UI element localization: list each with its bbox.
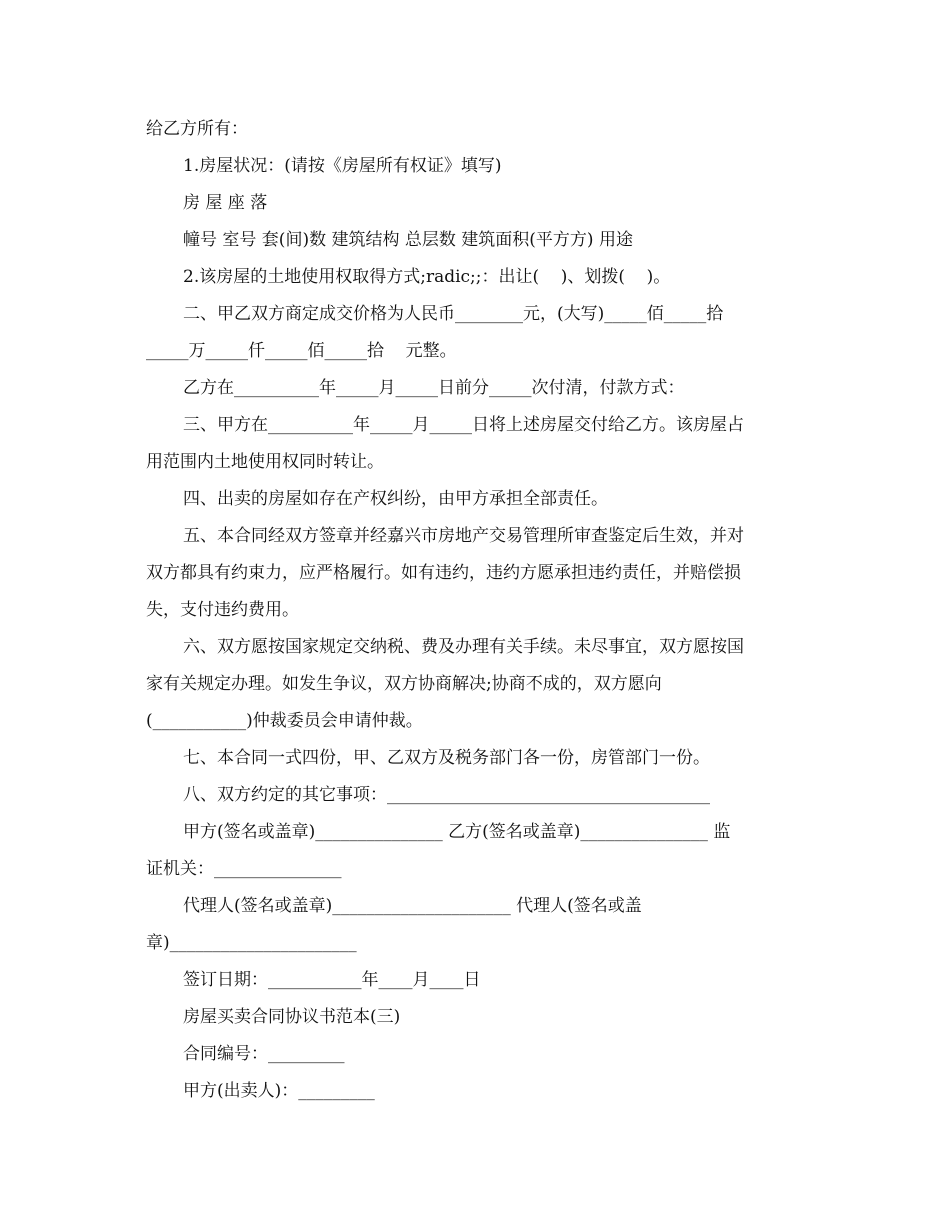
text-line: 甲方(出卖人)：_________ <box>183 1081 375 1101</box>
text-line: 六、双方愿按国家规定交纳税、费及办理有关手续。未尽事宜，双方愿按国 <box>183 637 744 657</box>
text-line: 给乙方所有： <box>146 119 248 139</box>
text-line: 五、本合同经双方签章并经嘉兴市房地产交易管理所审查鉴定后生效，并对 <box>183 526 744 546</box>
text-line: 四、出卖的房屋如存在产权纠纷，由甲方承担全部责任。 <box>183 489 608 509</box>
text-line: 幢号 室号 套(间)数 建筑结构 总层数 建筑面积(平方方) 用途 <box>183 230 633 250</box>
text-line: 八、双方约定的其它事项：______________________________________ <box>183 785 710 805</box>
text-line: 甲方(签名或盖章)_______________ 乙方(签名或盖章)_______________ 监 <box>183 822 731 842</box>
text-line: 家有关规定办理。如发生争议，双方协商解决;协商不成的，双方愿向 <box>146 674 662 694</box>
text-line: 乙方在__________年_____月_____日前分_____次付清，付款方式： <box>183 378 685 398</box>
text-line: 1.房屋状况：(请按《房屋所有权证》填写) <box>183 156 502 176</box>
text-line: 证机关：_______________ <box>146 859 342 879</box>
text-line: 二、甲乙双方商定成交价格为人民币________元，(大写)_____佰_____拾 <box>183 304 724 324</box>
text-line: 三、甲方在__________年_____月_____日将上述房屋交付给乙方。该房屋占 <box>183 415 744 435</box>
text-line: 2.该房屋的土地使用权取得方式;radic;;：出让( )、划拨( )。 <box>183 267 671 287</box>
text-line: 代理人(签名或盖章)_____________________ 代理人(签名或盖 <box>183 896 642 916</box>
text-line: 章)______________________ <box>146 933 357 953</box>
text-line: 合同编号：_________ <box>183 1044 345 1064</box>
text-line: _____万_____仟_____佰_____拾 元整。 <box>146 341 457 361</box>
text-line: 房 屋 座 落 <box>183 193 268 213</box>
text-line: 用范围内土地使用权同时转让。 <box>146 452 384 472</box>
text-line: 签订日期：___________年____月____日 <box>183 970 481 990</box>
text-line: (___________)仲裁委员会申请仲裁。 <box>146 711 423 731</box>
section-heading: 房屋买卖合同协议书范本(三) <box>183 1007 401 1027</box>
text-line: 七、本合同一式四份，甲、乙双方及税务部门各一份，房管部门一份。 <box>183 748 710 768</box>
text-line: 失，支付违约费用。 <box>146 600 299 620</box>
text-line: 双方都具有约束力，应严格履行。如有违约，违约方愿承担违约责任，并赔偿损 <box>146 563 741 583</box>
